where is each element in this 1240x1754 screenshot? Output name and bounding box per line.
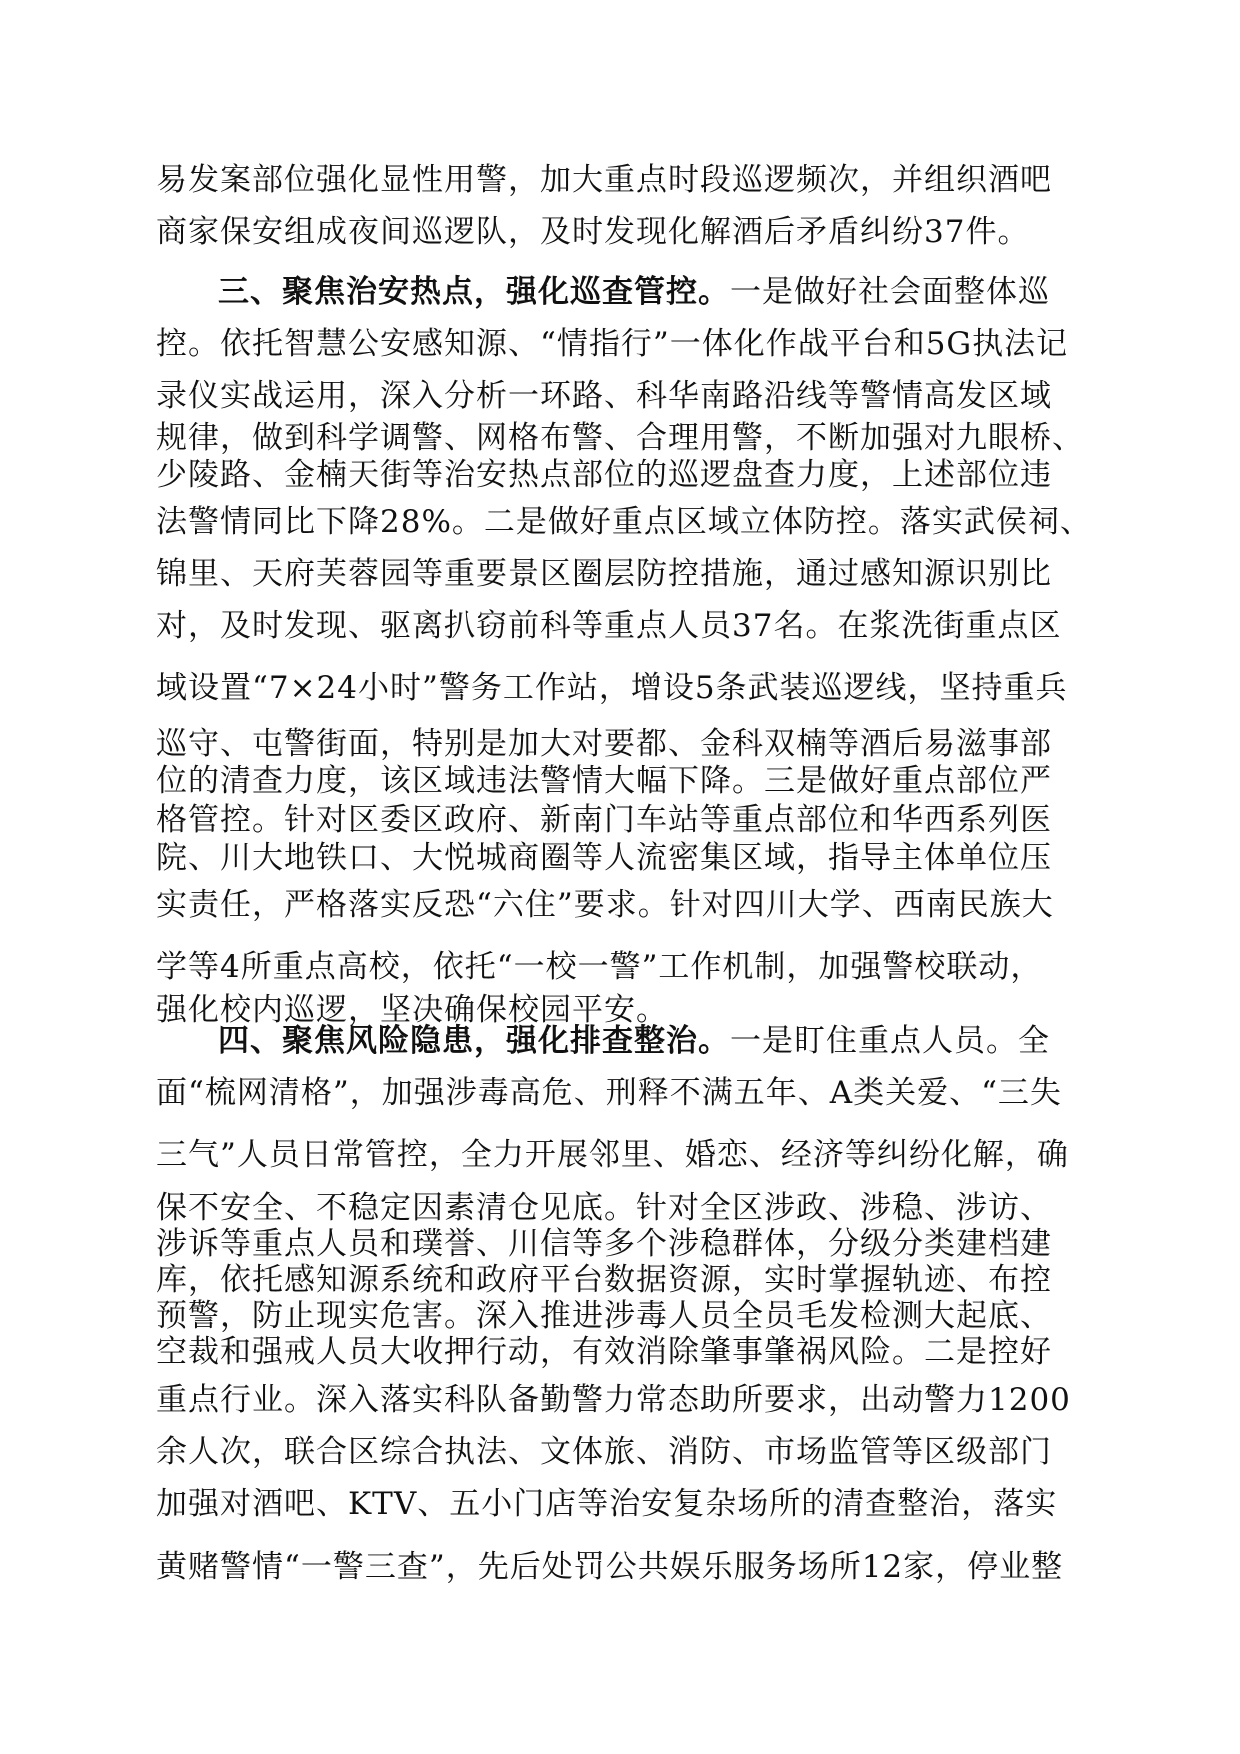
text-line: 空裁和强戒人员大收押行动，有效消除肇事肇祸风险。二是控好 — [156, 1334, 1052, 1370]
text-line: 余人次，联合区综合执法、文体旅、消防、市场监管等区级部门 — [156, 1434, 1052, 1470]
text-line: 面“梳网清格”，加强涉毒高危、刑释不满五年、A类关爱、“三失 — [156, 1075, 1062, 1111]
section-three-heading: 三、聚焦治安热点，强化巡查管控。 — [218, 274, 730, 310]
text-line: 少陵路、金楠天街等治安热点部位的巡逻盘查力度，上述部位违 — [156, 457, 1052, 493]
section-four-line: 四、聚焦风险隐患，强化排查整治。一是盯住重点人员。全 — [218, 1023, 1050, 1059]
text-line: 院、川大地铁口、大悦城商圈等人流密集区域，指导主体单位压 — [156, 840, 1052, 876]
text-line: 学等4所重点高校，依托“一校一警”工作机制，加强警校联动， — [156, 949, 1043, 985]
text-line: 格管控。针对区委区政府、新南门车站等重点部位和华西系列医 — [156, 802, 1052, 838]
text-line: 涉诉等重点人员和璞誉、川信等多个涉稳群体，分级分类建档建 — [156, 1226, 1052, 1262]
text-line: 商家保安组成夜间巡逻队，及时发现化解酒后矛盾纠纷37件。 — [156, 214, 1030, 250]
section-three-line: 三、聚焦治安热点，强化巡查管控。一是做好社会面整体巡 — [218, 274, 1050, 310]
text-line: 控。依托智慧公安感知源、“情指行”一体化作战平台和5G执法记 — [156, 326, 1069, 362]
text-line: 域设置“7×24小时”警务工作站，增设5条武装巡逻线，坚持重兵 — [156, 670, 1068, 706]
text-line: 黄赌警情“一警三查”，先后处罚公共娱乐服务场所12家，停业整 — [156, 1549, 1064, 1585]
text-line: 三气”人员日常管控，全力开展邻里、婚恋、经济等纠纷化解，确 — [156, 1137, 1069, 1173]
text-line: 录仪实战运用，深入分析一环路、科华南路沿线等警情高发区域 — [156, 378, 1052, 414]
text-line: 位的清查力度，该区域违法警情大幅下降。三是做好重点部位严 — [156, 763, 1052, 799]
text-line: 重点行业。深入落实科队备勤警力常态助所要求，出动警力1200 — [156, 1382, 1071, 1418]
text-line: 实责任，严格落实反恐“六住”要求。针对四川大学、西南民族大 — [156, 887, 1054, 923]
text-line: 锦里、天府芙蓉园等重要景区圈层防控措施，通过感知源识别比 — [156, 556, 1052, 592]
text-line: 预警，防止现实危害。深入推进涉毒人员全员毛发检测大起底、 — [156, 1298, 1052, 1334]
section-four-heading: 四、聚焦风险隐患，强化排查整治。 — [218, 1023, 730, 1059]
text-line: 加强对酒吧、KTV、五小门店等治安复杂场所的清查整治，落实 — [156, 1486, 1058, 1522]
text-line: 库，依托感知源系统和政府平台数据资源，实时掌握轨迹、布控 — [156, 1262, 1052, 1298]
text-line: 规律，做到科学调警、网格布警、合理用警，不断加强对九眼桥、 — [156, 420, 1084, 456]
text-line: 法警情同比下降28%。二是做好重点区域立体防控。落实武侯祠、 — [156, 504, 1092, 540]
text-line: 易发案部位强化显性用警，加大重点时段巡逻频次，并组织酒吧 — [156, 162, 1052, 198]
text-line: 保不安全、不稳定因素清仓见底。针对全区涉政、涉稳、涉访、 — [156, 1190, 1052, 1226]
text-line: 巡守、屯警街面，特别是加大对要都、金科双楠等酒后易滋事部 — [156, 726, 1052, 762]
text-line: 强化校内巡逻，坚决确保校园平安。 — [156, 992, 668, 1028]
text-line: 对，及时发现、驱离扒窃前科等重点人员37名。在浆洗街重点区 — [156, 608, 1062, 644]
